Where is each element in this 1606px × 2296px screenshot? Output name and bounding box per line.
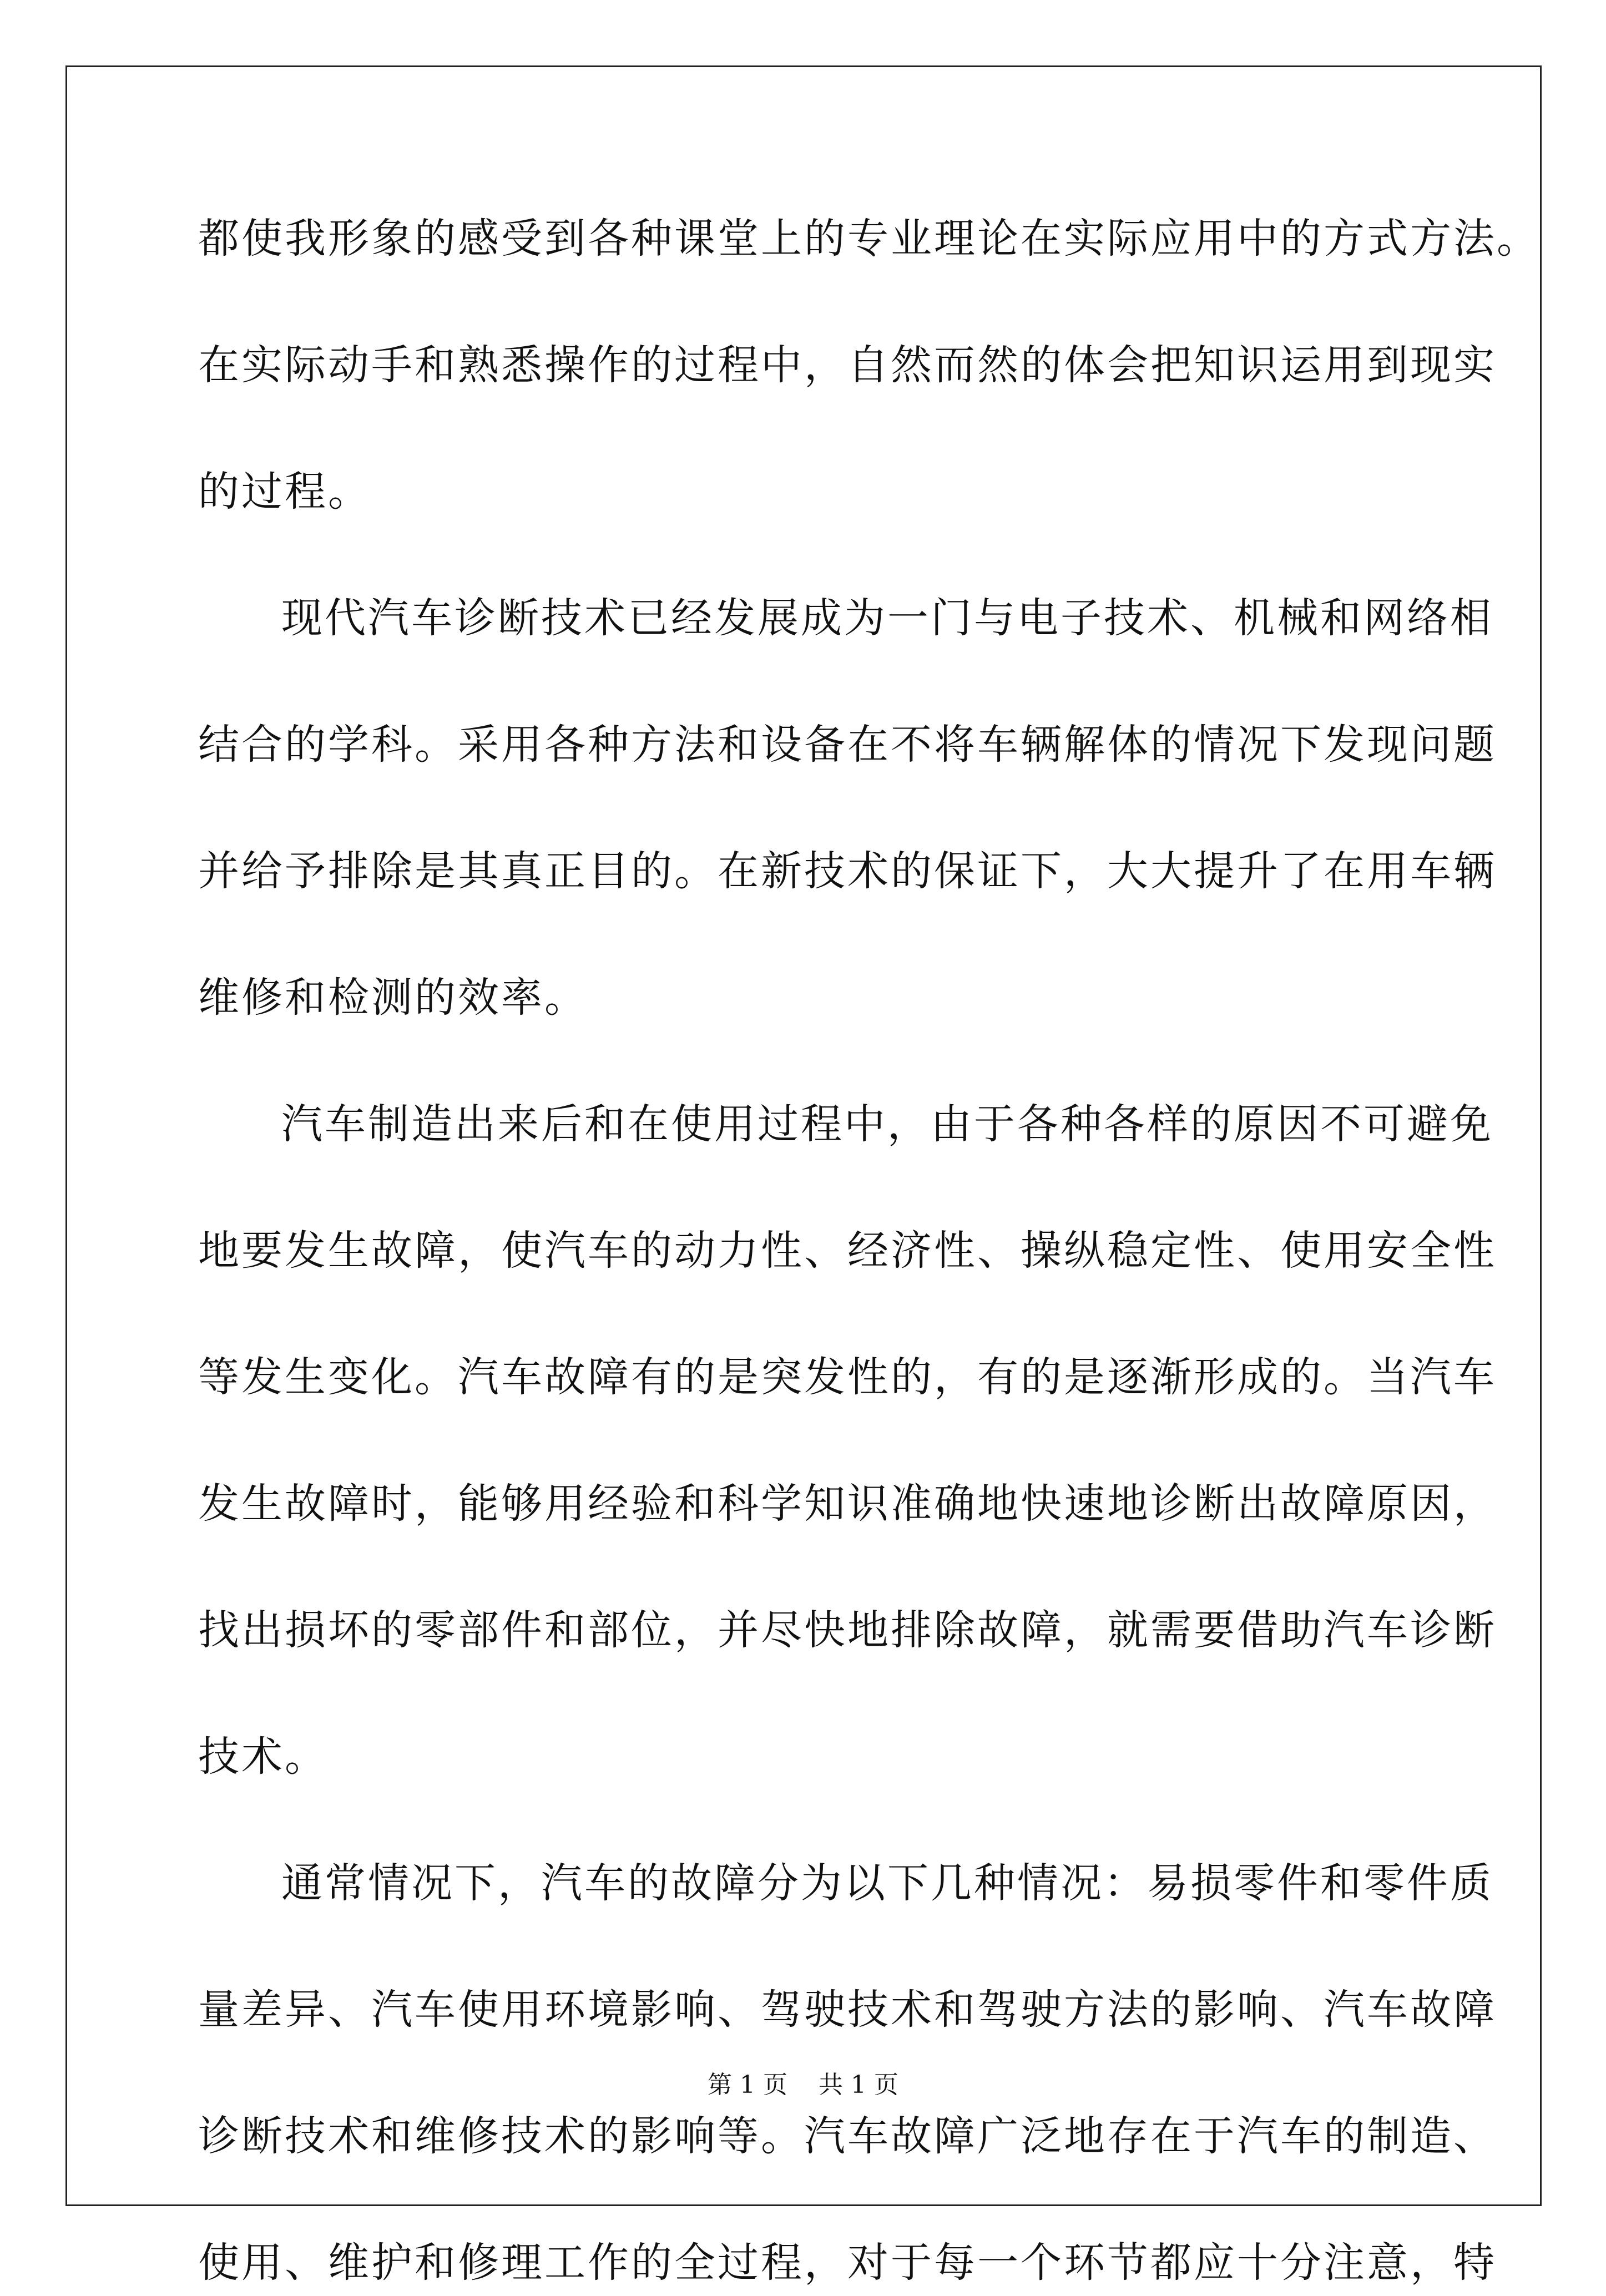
text-line: 维修和检测的效率。 <box>198 974 588 1021</box>
text-line: 诊断技术和维修技术的影响等。汽车故障广泛地存在于汽车的制造、 <box>198 2112 1497 2160</box>
text-line: 的过程。 <box>198 468 371 515</box>
text-line: 使用、维护和修理工作的全过程，对于每一个环节都应十分注意，特 <box>198 2239 1497 2287</box>
text-line: 发生故障时，能够用经验和科学知识准确地快速地诊断出故障原因， <box>198 1480 1497 1528</box>
text-line: 地要发生故障，使汽车的动力性、经济性、操纵稳定性、使用安全性 <box>198 1227 1497 1275</box>
text-line: 技术。 <box>198 1733 328 1781</box>
text-line: 并给予排除是其真正目的。在新技术的保证下，大大提升了在用车辆 <box>198 847 1497 895</box>
text-line: 现代汽车诊断技术已经发展成为一门与电子技术、机械和网络相 <box>281 594 1493 642</box>
text-line: 结合的学科。采用各种方法和设备在不将车辆解体的情况下发现问题 <box>198 721 1497 768</box>
page-number-footer: 第 1 页 共 1 页 <box>708 2071 898 2099</box>
text-line: 都使我形象的感受到各种课堂上的专业理论在实际应用中的方式方法。 <box>198 215 1540 262</box>
text-line: 找出损坏的零部件和部位，并尽快地排除故障，就需要借助汽车诊断 <box>198 1606 1497 1654</box>
text-line: 通常情况下，汽车的故障分为以下几种情况：易损零件和零件质 <box>281 1859 1493 1907</box>
text-line: 汽车制造出来后和在使用过程中，由于各种各样的原因不可避免 <box>281 1100 1493 1148</box>
text-line: 等发生变化。汽车故障有的是突发性的，有的是逐渐形成的。当汽车 <box>198 1353 1497 1401</box>
text-line: 量差异、汽车使用环境影响、驾驶技术和驾驶方法的影响、汽车故障 <box>198 1986 1497 2034</box>
text-line: 在实际动手和熟悉操作的过程中，自然而然的体会把知识运用到现实 <box>198 341 1497 389</box>
